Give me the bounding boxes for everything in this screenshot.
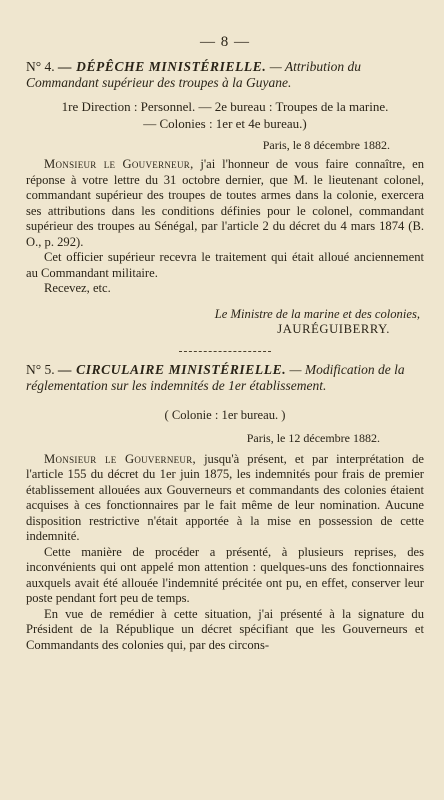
section1-number: N° 4.	[26, 59, 55, 74]
section2-salutation: Monsieur le Gouverneur,	[44, 451, 196, 466]
section1-title: — DÉPÊCHE MINISTÉRIELLE.	[58, 59, 267, 74]
section-divider	[179, 351, 271, 352]
page-number: — 8 —	[200, 34, 250, 50]
section2-paragraph-2: Cette manière de procéder a présenté, à plusieurs reprises, des inconvénients qui ont appelé mon attention : quelques-uns des fonctionnaires auxquels avait été allouée l'indemnité précitée ont pu, en effet, conserver leur poste pendant fort peu de temps.	[26, 544, 424, 605]
section2-paragraph-1-text: jusqu'à présent, et par interprétation de l'article 155 du décret du 1er juin 1875, les indemnités pour frais de premier établissement allouées aux Gouverneurs et commandants des colonies étaient acquises à ces fonctionnaires par le fait même de leur nomination. Aucune disposition restrictive n'était apportée à la mise en possession de cette indemnité.	[26, 451, 424, 543]
direction-line-2: — Colonies : 1er et 4e bureau.)	[143, 116, 307, 131]
section2-colonie: ( Colonie : 1er bureau. )	[164, 407, 286, 422]
section2-subject: — Modification de la réglementation sur les indemnités de 1er établissement.	[26, 361, 405, 393]
section1-paragraph-1	[26, 157, 424, 250]
section1-paragraph-2: Cet officier supérieur recevra le traitement qui était alloué anciennement au Commandant militaire.	[26, 250, 424, 280]
section1-subject: — Attribution du Commandant supérieur des troupes à la Guyane.	[26, 59, 361, 90]
signature-title: Le Ministre de la marine et des colonies,	[214, 306, 420, 321]
section2-number: N° 5.	[26, 361, 55, 377]
section2-heading	[26, 362, 424, 394]
section1-date: Paris, le 8 décembre 1882.	[262, 138, 390, 152]
section2-date: Paris, le 12 décembre 1882.	[246, 430, 380, 445]
signature-name: JAURÉGUIBERRY.	[277, 321, 390, 336]
section2-title: — CIRCULAIRE MINISTÉRIELLE.	[58, 361, 287, 377]
section2-paragraph-3: En vue de remédier à cette situation, j'ai présenté à la signature du Président de la République un décret spécifiant que les Gouverneurs et Commandants des colonies qui, par des circons-	[26, 606, 424, 652]
section1-paragraph-1-text: j'ai l'honneur de vous faire connaître, en réponse à votre lettre du 31 octobre dernier, que M. le lieutenant colonel, commandant supérieur des troupes de toutes armes dans la colonie, exercera ses attributions dans les conditions définies pour le colonel, commandant supérieur des troupes au Sénégal, par l'article 2 du décret du 4 mars 1874 (B. O., p. 292).	[26, 157, 424, 249]
direction-line-1: 1re Direction : Personnel. — 2e bureau : Troupes de la marine.	[61, 99, 389, 114]
section1-paragraph-3: Recevez, etc.	[44, 281, 111, 295]
section1-direction	[26, 98, 424, 132]
section2-paragraph-1	[26, 452, 424, 545]
section1-heading	[26, 59, 424, 91]
section1-salutation: Monsieur le Gouverneur,	[44, 157, 194, 171]
